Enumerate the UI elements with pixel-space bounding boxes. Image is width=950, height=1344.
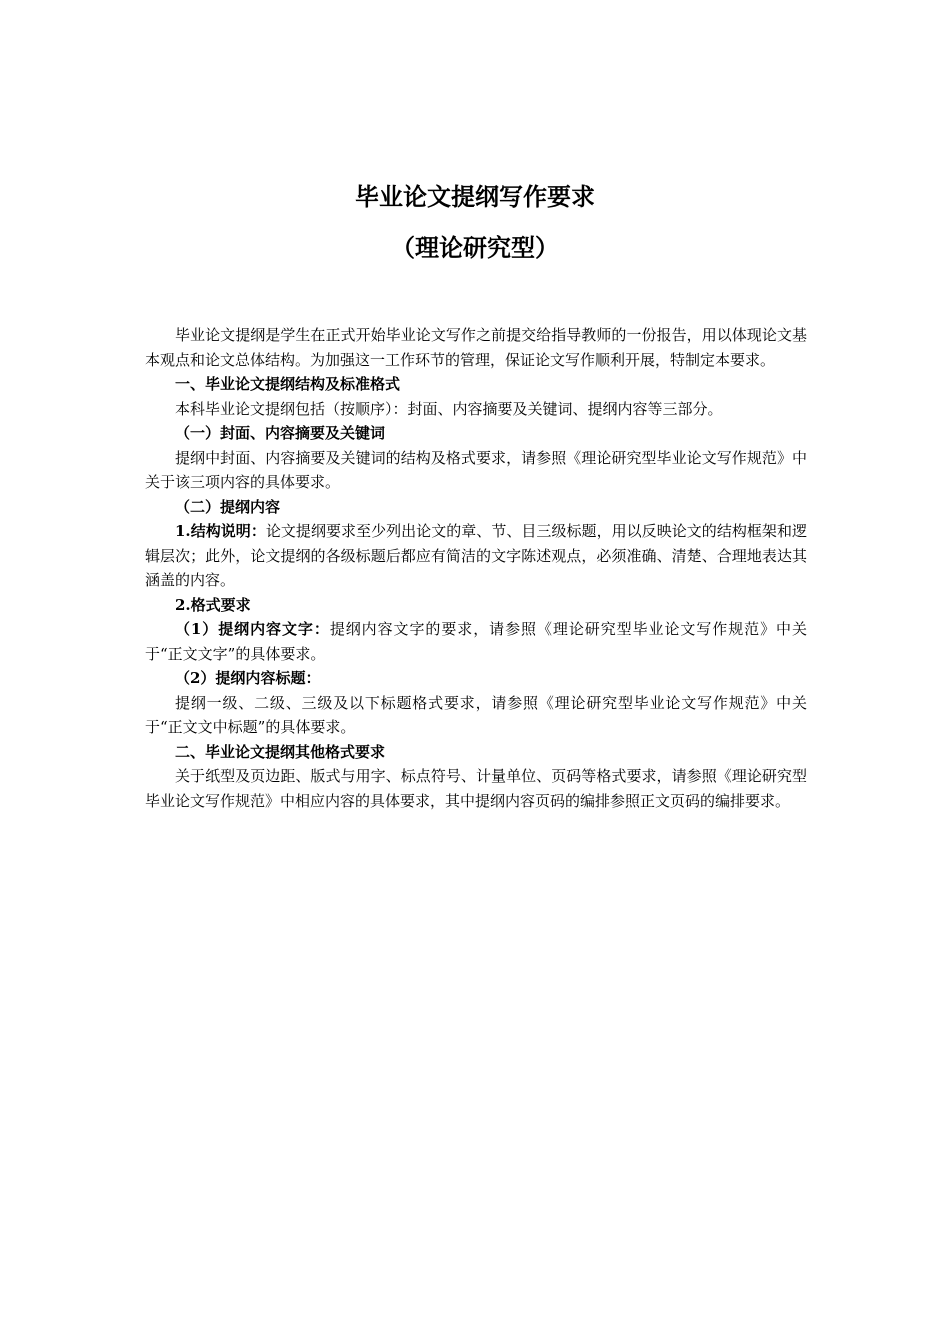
section-1-text: 本科毕业论文提纲包括（按顺序）：封面、内容摘要及关键词、提纲内容等三部分。 [175, 399, 723, 418]
subsection-1-heading: （一）封面、内容摘要及关键词 [175, 424, 386, 442]
section-2-text: 关于纸型及页边距、版式与用字、标点符号、计量单位、页码等格式要求，请参照《理论研究型毕业论文写作规范》中相应内容的具体要求，其中提纲内容页码的编排参照正文页码的编排要求。 [145, 767, 807, 810]
section-1-heading: 一、毕业论文提纲结构及标准格式 [175, 375, 401, 393]
outline-text-body: 提纲内容文字的要求，请参照《理论研究型毕业论文写作规范》中关于“正文文字”的具体要求。 [145, 620, 807, 663]
subsection-1-text: 提纲中封面、内容摘要及关键词的结构及格式要求，请参照《理论研究型毕业论文写作规范》中关于该三项内容的具体要求。 [145, 448, 807, 491]
outline-text-paragraph [145, 617, 807, 666]
structure-note-paragraph [145, 519, 807, 593]
outline-text-label: （1）提纲内容文字： [175, 620, 330, 638]
format-requirements-heading: 2.格式要求 [175, 595, 251, 614]
document-subtitle: （理论研究型） [391, 233, 559, 262]
section-2-heading: 二、毕业论文提纲其他格式要求 [175, 742, 386, 761]
document-title: 毕业论文提纲写作要求 [355, 182, 595, 211]
intro-paragraph: 毕业论文提纲是学生在正式开始毕业论文写作之前提交给指导教师的一份报告，用以体现论文基本观点和论文总体结构。为加强这一工作环节的管理，保证论文写作顺利开展，特制定本要求。 [145, 326, 807, 369]
document-body [145, 323, 807, 813]
structure-note-text: 论文提纲要求至少列出论文的章、节、目三级标题，用以反映论文的结构框架和逻辑层次；此外，论文提纲的各级标题后都应有简洁的文字陈述观点，必须准确、清楚、合理地表达其涵盖的内容。 [145, 522, 807, 589]
structure-note-label: 1.结构说明： [175, 522, 266, 540]
subsection-2-heading: （二）提纲内容 [175, 497, 281, 516]
outline-heading-text: 提纲一级、二级、三级及以下标题格式要求，请参照《理论研究型毕业论文写作规范》中关于“正文文中标题”的具体要求。 [145, 693, 807, 736]
outline-heading-label: （2）提纲内容标题： [175, 669, 321, 687]
